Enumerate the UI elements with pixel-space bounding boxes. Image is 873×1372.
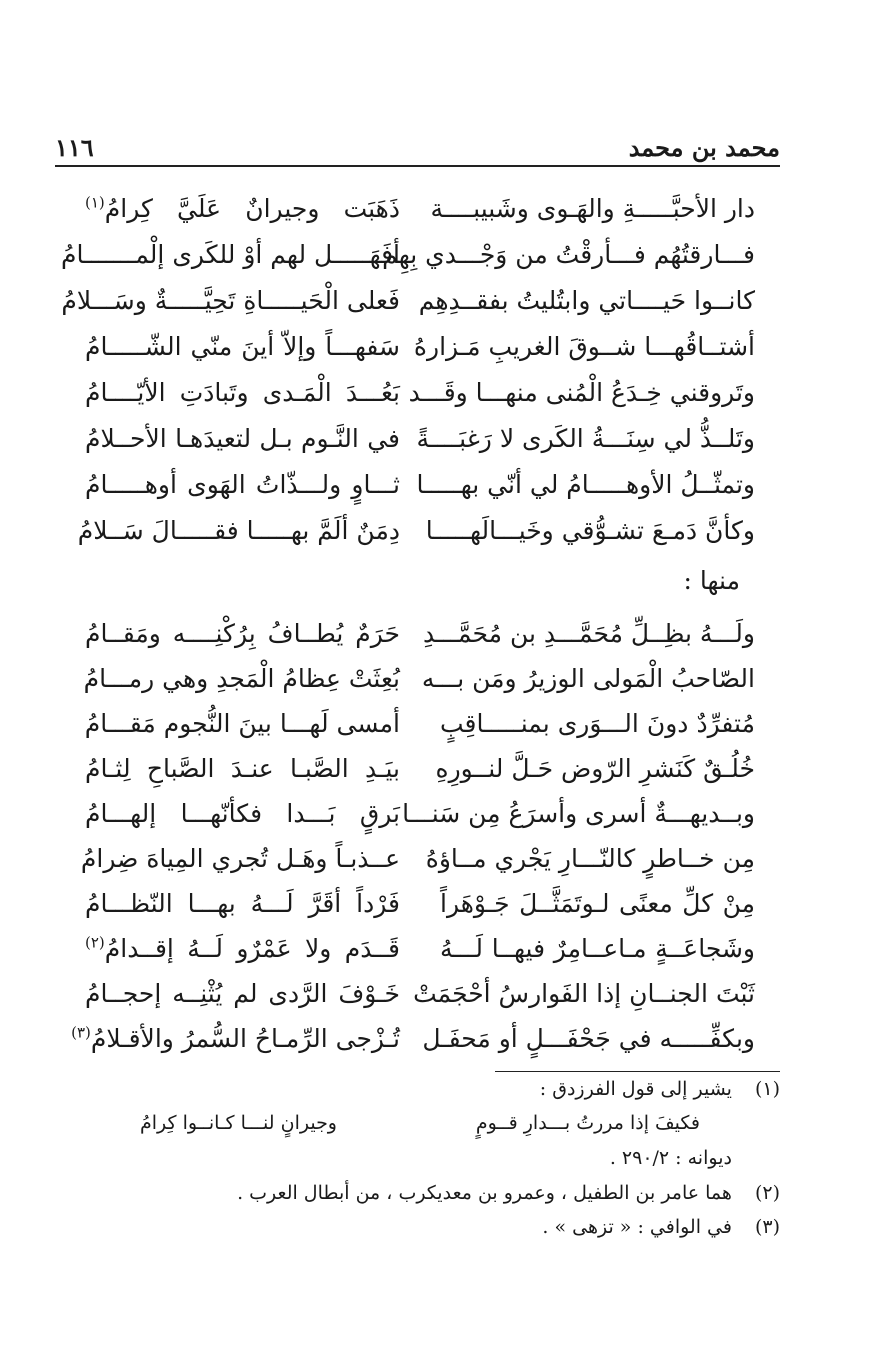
hemistich-text: خَـوْفَ الرَّدى لم يُثْنِــه إحجــامُ bbox=[85, 979, 400, 1008]
hemistich-text: عــذبـاً وهَـل تُجري المِياهَ ضِرامُ bbox=[80, 844, 400, 873]
footnote-1-quote bbox=[140, 1108, 700, 1138]
footnote-text: هما عامر بن الطفيل ، وعمرو بن معديكرب ، من أبطال العرب . bbox=[237, 1182, 732, 1204]
first-hemistich: وكأنَّ دَمـعَ تشـوُّقي وخَيـــالَهـــــا bbox=[425, 516, 755, 545]
page-header bbox=[55, 128, 780, 162]
second-hemistich bbox=[85, 369, 400, 417]
footnote-text: في الوافي : « تزهى » . bbox=[542, 1216, 732, 1238]
hemistich-text: ثـــاوٍ ولـــذّاتُ الهَوى أوهـــــامُ bbox=[85, 470, 400, 499]
hemistich-text: تُـزْجى الرِّمـاحُ السُّمرُ والأقـلامُ bbox=[90, 1024, 400, 1053]
footnote-marker: (١) bbox=[85, 193, 105, 212]
header-rule bbox=[55, 165, 780, 167]
verse-line bbox=[0, 323, 873, 371]
first-hemistich: أشتــاقُهـــا شــوقَ الغريبِ مَـزارهُ bbox=[413, 332, 755, 361]
second-hemistich bbox=[85, 790, 400, 838]
hemistich-text: دِمَنٌ ألَمَّ بهـــــا فقـــــالَ سَــلامُ bbox=[77, 516, 400, 545]
verse-line bbox=[0, 231, 873, 279]
verse-line bbox=[0, 1015, 873, 1063]
first-hemistich: كانــوا حَيــــاتي وابتُليتُ بفقــدِهِم bbox=[418, 286, 755, 315]
verse-line bbox=[0, 880, 873, 928]
second-hemistich bbox=[80, 835, 400, 883]
footnote-2 bbox=[100, 1178, 780, 1208]
second-hemistich bbox=[85, 925, 400, 973]
footnote-1 bbox=[100, 1074, 780, 1104]
footnote-number: (١) bbox=[754, 1078, 780, 1100]
second-hemistich bbox=[61, 277, 400, 325]
first-hemistich: فـــارقتُهُم فـــأرقْتُ من وَجْـــدي بِهِم bbox=[382, 240, 755, 269]
first-hemistich: ثَبْتَ الجنــانِ إذا الفَوارسُ أحْجَمَتْ bbox=[413, 979, 755, 1008]
second-hemistich bbox=[85, 461, 400, 509]
hemistich-text: ذَهَبَت وجيرانٌ عَلَيَّ كِرامُ bbox=[104, 194, 400, 223]
quote-hemistich-left: وجيرانٍ لنـــا كـانــوا كِرامُ bbox=[140, 1112, 337, 1134]
first-hemistich: وشَجاعَــةٍ مـاعــامِرٌ فيهــا لَـــهُ bbox=[440, 934, 755, 963]
hemistich-text: سَفهـــاً وإلاّ أينَ منّي الشّـــــامُ bbox=[85, 332, 400, 361]
verse-line bbox=[0, 369, 873, 417]
first-hemistich: وبــديهـــةٌ أسرى وأسرَعُ مِن سَنـــا bbox=[402, 799, 755, 828]
footnote-number: (٣) bbox=[754, 1216, 780, 1238]
second-hemistich bbox=[85, 700, 400, 748]
hemistich-text: أفَهَـــــل لهم أوْ للكَرى إلْمـــــــامُ bbox=[60, 240, 400, 269]
footnote-rule bbox=[495, 1071, 780, 1072]
verse-line bbox=[0, 415, 873, 463]
first-hemistich: مِن خــاطرٍ كالنّـــارِ يَجْري مــاؤهُ bbox=[425, 844, 755, 873]
first-hemistich: ولَـــهُ بظِــلِّ مُحَمَّـــدِ بن مُحَمَّـــدِ bbox=[422, 619, 755, 648]
second-hemistich bbox=[85, 323, 400, 371]
second-hemistich bbox=[85, 610, 400, 658]
running-title: محمد بن محمد bbox=[628, 133, 780, 162]
section-heading: منها : bbox=[683, 566, 740, 595]
footnote-1-source bbox=[100, 1143, 780, 1173]
first-hemistich: وتَروقني خِـدَعُ الْمُنى منهـــا وقَـــد bbox=[408, 378, 755, 407]
verse-line bbox=[0, 610, 873, 658]
verse-line bbox=[0, 925, 873, 973]
footnote-marker: (٣) bbox=[71, 1023, 91, 1042]
footnote-source-text: ديوانه : ٢٩٠/٢ . bbox=[609, 1147, 732, 1169]
second-hemistich bbox=[71, 1015, 400, 1063]
first-hemistich: دار الأحبَّـــــةِ والهَـوى وشَبيبــــة bbox=[430, 194, 755, 223]
second-hemistich bbox=[85, 880, 400, 928]
hemistich-text: في النَّـوم بـل لتعيدَهـا الأحــلامُ bbox=[85, 424, 400, 453]
footnote-text: يشير إلى قول الفرزدق : bbox=[539, 1078, 732, 1100]
hemistich-text: حَرَمٌ يُطــافُ بِرُكْنِــــه ومَقــامُ bbox=[85, 619, 400, 648]
second-hemistich bbox=[77, 507, 400, 555]
hemistich-text: بيَـدِ الصَّبـا عنـدَ الصَّباحِ لِثـامُ bbox=[85, 754, 400, 783]
second-hemistich bbox=[85, 745, 400, 793]
hemistich-text: فَرْداً أقَرَّ لَـــهُ بهـــا النّظـــامُ bbox=[85, 889, 400, 918]
verse-line bbox=[0, 970, 873, 1018]
second-hemistich bbox=[85, 655, 400, 703]
first-hemistich: وتَلــذُّ لي سِنَـــةُ الكَرى لا رَغبَــــةً bbox=[416, 424, 755, 453]
verse-line bbox=[0, 790, 873, 838]
verse-line bbox=[0, 277, 873, 325]
verse-line bbox=[0, 835, 873, 883]
hemistich-text: بَعُـــدَ الْمَـدى وتَبادَتِ الأيّــــامُ bbox=[85, 378, 400, 407]
verse-line bbox=[0, 185, 873, 233]
verse-line bbox=[0, 461, 873, 509]
hemistich-text: أمسى لَهـــا بينَ النُّجوم مَقـــامُ bbox=[84, 709, 400, 738]
verse-line bbox=[0, 507, 873, 555]
hemistich-text: فَعلى الْحَيـــــاةِ تَحِيَّـــــةٌ وسَـــلامُ bbox=[61, 286, 400, 315]
page-number: ١١٦ bbox=[55, 133, 94, 162]
verse-line bbox=[0, 700, 873, 748]
first-hemistich: مِنْ كلِّ معنًى لـوتَمَثَّــلَ جَـوْهَراً bbox=[440, 889, 755, 918]
footnote-3 bbox=[100, 1212, 780, 1242]
quote-hemistich-right: فكيفَ إذا مررتُ بـــدارِ قــومٍ bbox=[475, 1112, 700, 1134]
first-hemistich: خُلُـقٌ كَنَشرِ الرّوض حَـلَّ لنــورِهِ bbox=[435, 754, 755, 783]
footnote-number: (٢) bbox=[754, 1182, 780, 1204]
verse-line bbox=[0, 655, 873, 703]
verse-line bbox=[0, 745, 873, 793]
second-hemistich bbox=[60, 231, 400, 279]
second-hemistich bbox=[85, 970, 400, 1018]
second-hemistich bbox=[85, 185, 400, 233]
first-hemistich: مُتفرِّدٌ دونَ الـــوَرى بمنـــــاقِبٍ bbox=[440, 709, 755, 738]
first-hemistich: وتمثّــلُ الأوهـــــامُ لي أنّي بهـــــا bbox=[416, 470, 755, 499]
footnote-marker: (٢) bbox=[85, 933, 105, 952]
hemistich-text: قَــدَم ولا عَمْرٌو لَــهُ إقــدامُ bbox=[104, 934, 400, 963]
hemistich-text: بَرقٍ بَـــدا فكأنّهـــا إلهـــامُ bbox=[85, 799, 400, 828]
hemistich-text: بُعِثَتْ عِظامُ الْمَجدِ وهي رمـــامُ bbox=[83, 664, 400, 693]
first-hemistich: وبكفِّـــــه في جَحْفَـــلٍ أو مَحفَـل bbox=[422, 1024, 755, 1053]
first-hemistich: الصّاحبُ الْمَولى الوزيرُ ومَن بـــه bbox=[421, 664, 755, 693]
second-hemistich bbox=[85, 415, 400, 463]
